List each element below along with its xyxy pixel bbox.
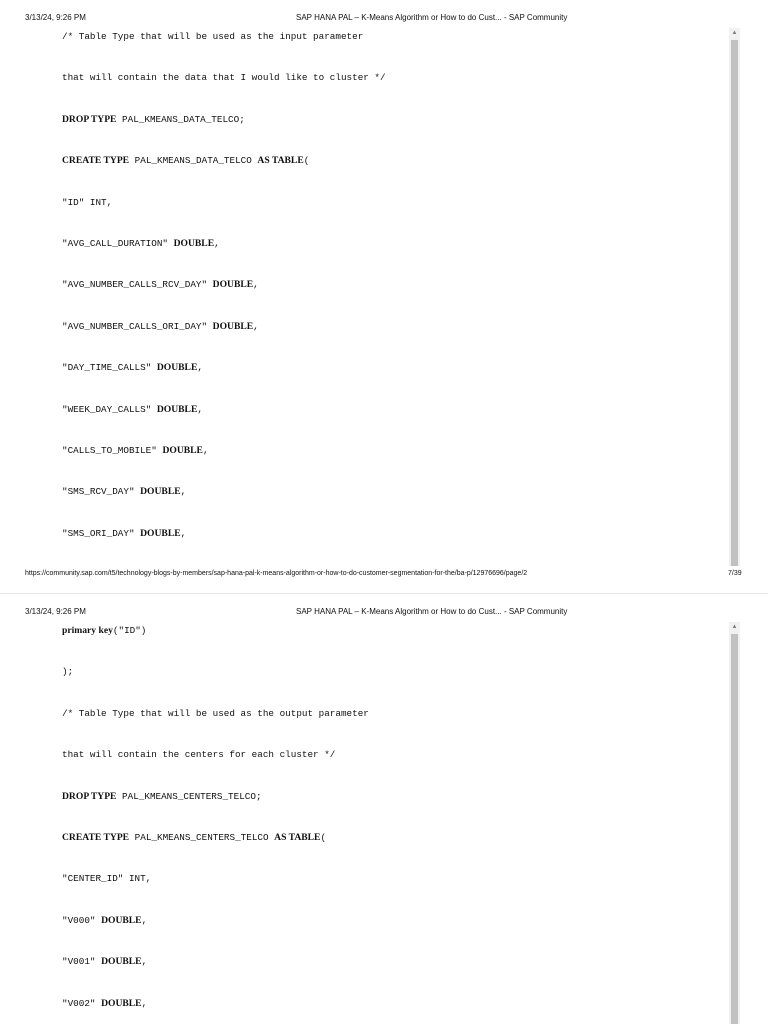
code-line (62, 666, 73, 677)
code-line (62, 708, 369, 719)
code-text: "SMS_ORI_DAY" (62, 527, 141, 539)
code-line (62, 445, 209, 456)
code-text: "CALLS_TO_MOBILE" (62, 445, 163, 456)
page-header-title: SAP HANA PAL – K-Means Algorithm or How to do Cust... - SAP Community (296, 13, 568, 22)
code-line (62, 238, 220, 249)
code-line (62, 362, 203, 373)
page-header-date: 3/13/24, 9:26 PM (25, 13, 86, 22)
code-line (62, 31, 363, 42)
code-keyword: DOUBLE (162, 445, 203, 456)
code-keyword: CREATE TYPE (62, 832, 130, 843)
code-line (62, 998, 147, 1009)
code-text: , (202, 445, 209, 456)
code-text: "AVG_NUMBER_CALLS_RCV_DAY" (62, 279, 213, 291)
code-text: that will contain the data that I would like to cluster */ (62, 72, 386, 84)
code-text: , (197, 362, 203, 374)
code-keyword: DOUBLE (156, 403, 198, 415)
code-line (62, 404, 203, 415)
code-text: , (197, 403, 203, 415)
code-line (62, 486, 186, 497)
code-text: PAL_KMEANS_DATA_TELCO; (116, 113, 245, 125)
code-text: , (180, 527, 187, 539)
code-line (62, 956, 147, 967)
scroll-up-arrow-icon[interactable]: ▲ (731, 624, 738, 630)
code-text: ( (303, 155, 310, 167)
code-keyword: DROP TYPE (62, 113, 117, 125)
scroll-up-arrow-icon[interactable]: ▲ (731, 30, 738, 36)
code-text: "ID" INT, (62, 196, 113, 208)
code-keyword: DOUBLE (140, 486, 181, 498)
code-text: that will contain the centers for each cluster */ (62, 749, 336, 761)
code-text: , (180, 486, 187, 498)
code-text: "SMS_RCV_DAY" (62, 486, 141, 498)
code-text: ("ID") (112, 625, 147, 636)
code-line (62, 197, 112, 208)
page-footer-url: https://community.sap.com/t5/technology-blogs-by-members/sap-hana-pal-k-means-algorithm-or-how-to-do-customer-segmentation-for-the/ba-p/12976696/page/2 (25, 570, 528, 577)
code-keyword: AS TABLE (257, 155, 304, 167)
code-line (62, 749, 335, 760)
code-keyword: DOUBLE (101, 956, 142, 968)
code-line (62, 832, 326, 843)
code-keyword: DOUBLE (173, 238, 215, 249)
code-line (62, 72, 386, 83)
code-keyword: AS TABLE (274, 832, 321, 843)
scrollbar-thumb[interactable] (731, 40, 738, 566)
code-text: "V002" (62, 997, 102, 1009)
code-line (62, 155, 309, 166)
scrollbar-thumb[interactable] (731, 634, 738, 1024)
code-text: "AVG_NUMBER_CALLS_ORI_DAY" (62, 320, 213, 332)
code-text: , (141, 997, 148, 1009)
code-text: "WEEK_DAY_CALLS" (62, 403, 157, 415)
code-line (62, 279, 259, 290)
code-text: "V001" (62, 956, 102, 968)
code-keyword: DOUBLE (212, 279, 254, 291)
code-text: PAL_KMEANS_CENTERS_TELCO (129, 832, 275, 843)
code-line (62, 791, 262, 802)
code-line (62, 625, 146, 636)
code-text: PAL_KMEANS_CENTERS_TELCO; (116, 790, 262, 802)
page-header-date: 3/13/24, 9:26 PM (25, 607, 86, 616)
code-keyword: DOUBLE (101, 914, 142, 926)
code-text: PAL_KMEANS_DATA_TELCO (129, 155, 258, 167)
code-text: "AVG_CALL_DURATION" (62, 238, 174, 249)
code-text: , (141, 914, 148, 926)
code-line (62, 528, 186, 539)
code-text: , (141, 956, 148, 968)
code-text: "CENTER_ID" INT, (62, 873, 152, 885)
code-text: "DAY_TIME_CALLS" (62, 362, 157, 374)
code-line (62, 114, 245, 125)
code-line (62, 873, 151, 884)
code-keyword: CREATE TYPE (62, 155, 130, 167)
page-header-title: SAP HANA PAL – K-Means Algorithm or How to do Cust... - SAP Community (296, 607, 568, 616)
code-text: , (253, 320, 259, 332)
code-keyword: DROP TYPE (62, 790, 117, 802)
page-number: 7/39 (728, 570, 742, 577)
code-text: , (214, 238, 220, 249)
code-text: /* Table Type that will be used as the input parameter (62, 31, 364, 42)
code-keyword: DOUBLE (140, 527, 181, 539)
code-text: ); (62, 666, 74, 678)
code-line (62, 915, 147, 926)
code-text: ( (320, 832, 327, 843)
code-keyword: DOUBLE (101, 997, 142, 1009)
code-keyword: DOUBLE (212, 320, 254, 332)
code-text: , (253, 279, 259, 291)
code-keyword: primary key (62, 625, 113, 636)
code-line (62, 321, 259, 332)
code-text: /* Table Type that will be used as the output parameter (62, 707, 369, 719)
pdf-page-8 (0, 594, 768, 1024)
code-text: "V000" (62, 914, 102, 926)
code-keyword: DOUBLE (156, 362, 198, 374)
